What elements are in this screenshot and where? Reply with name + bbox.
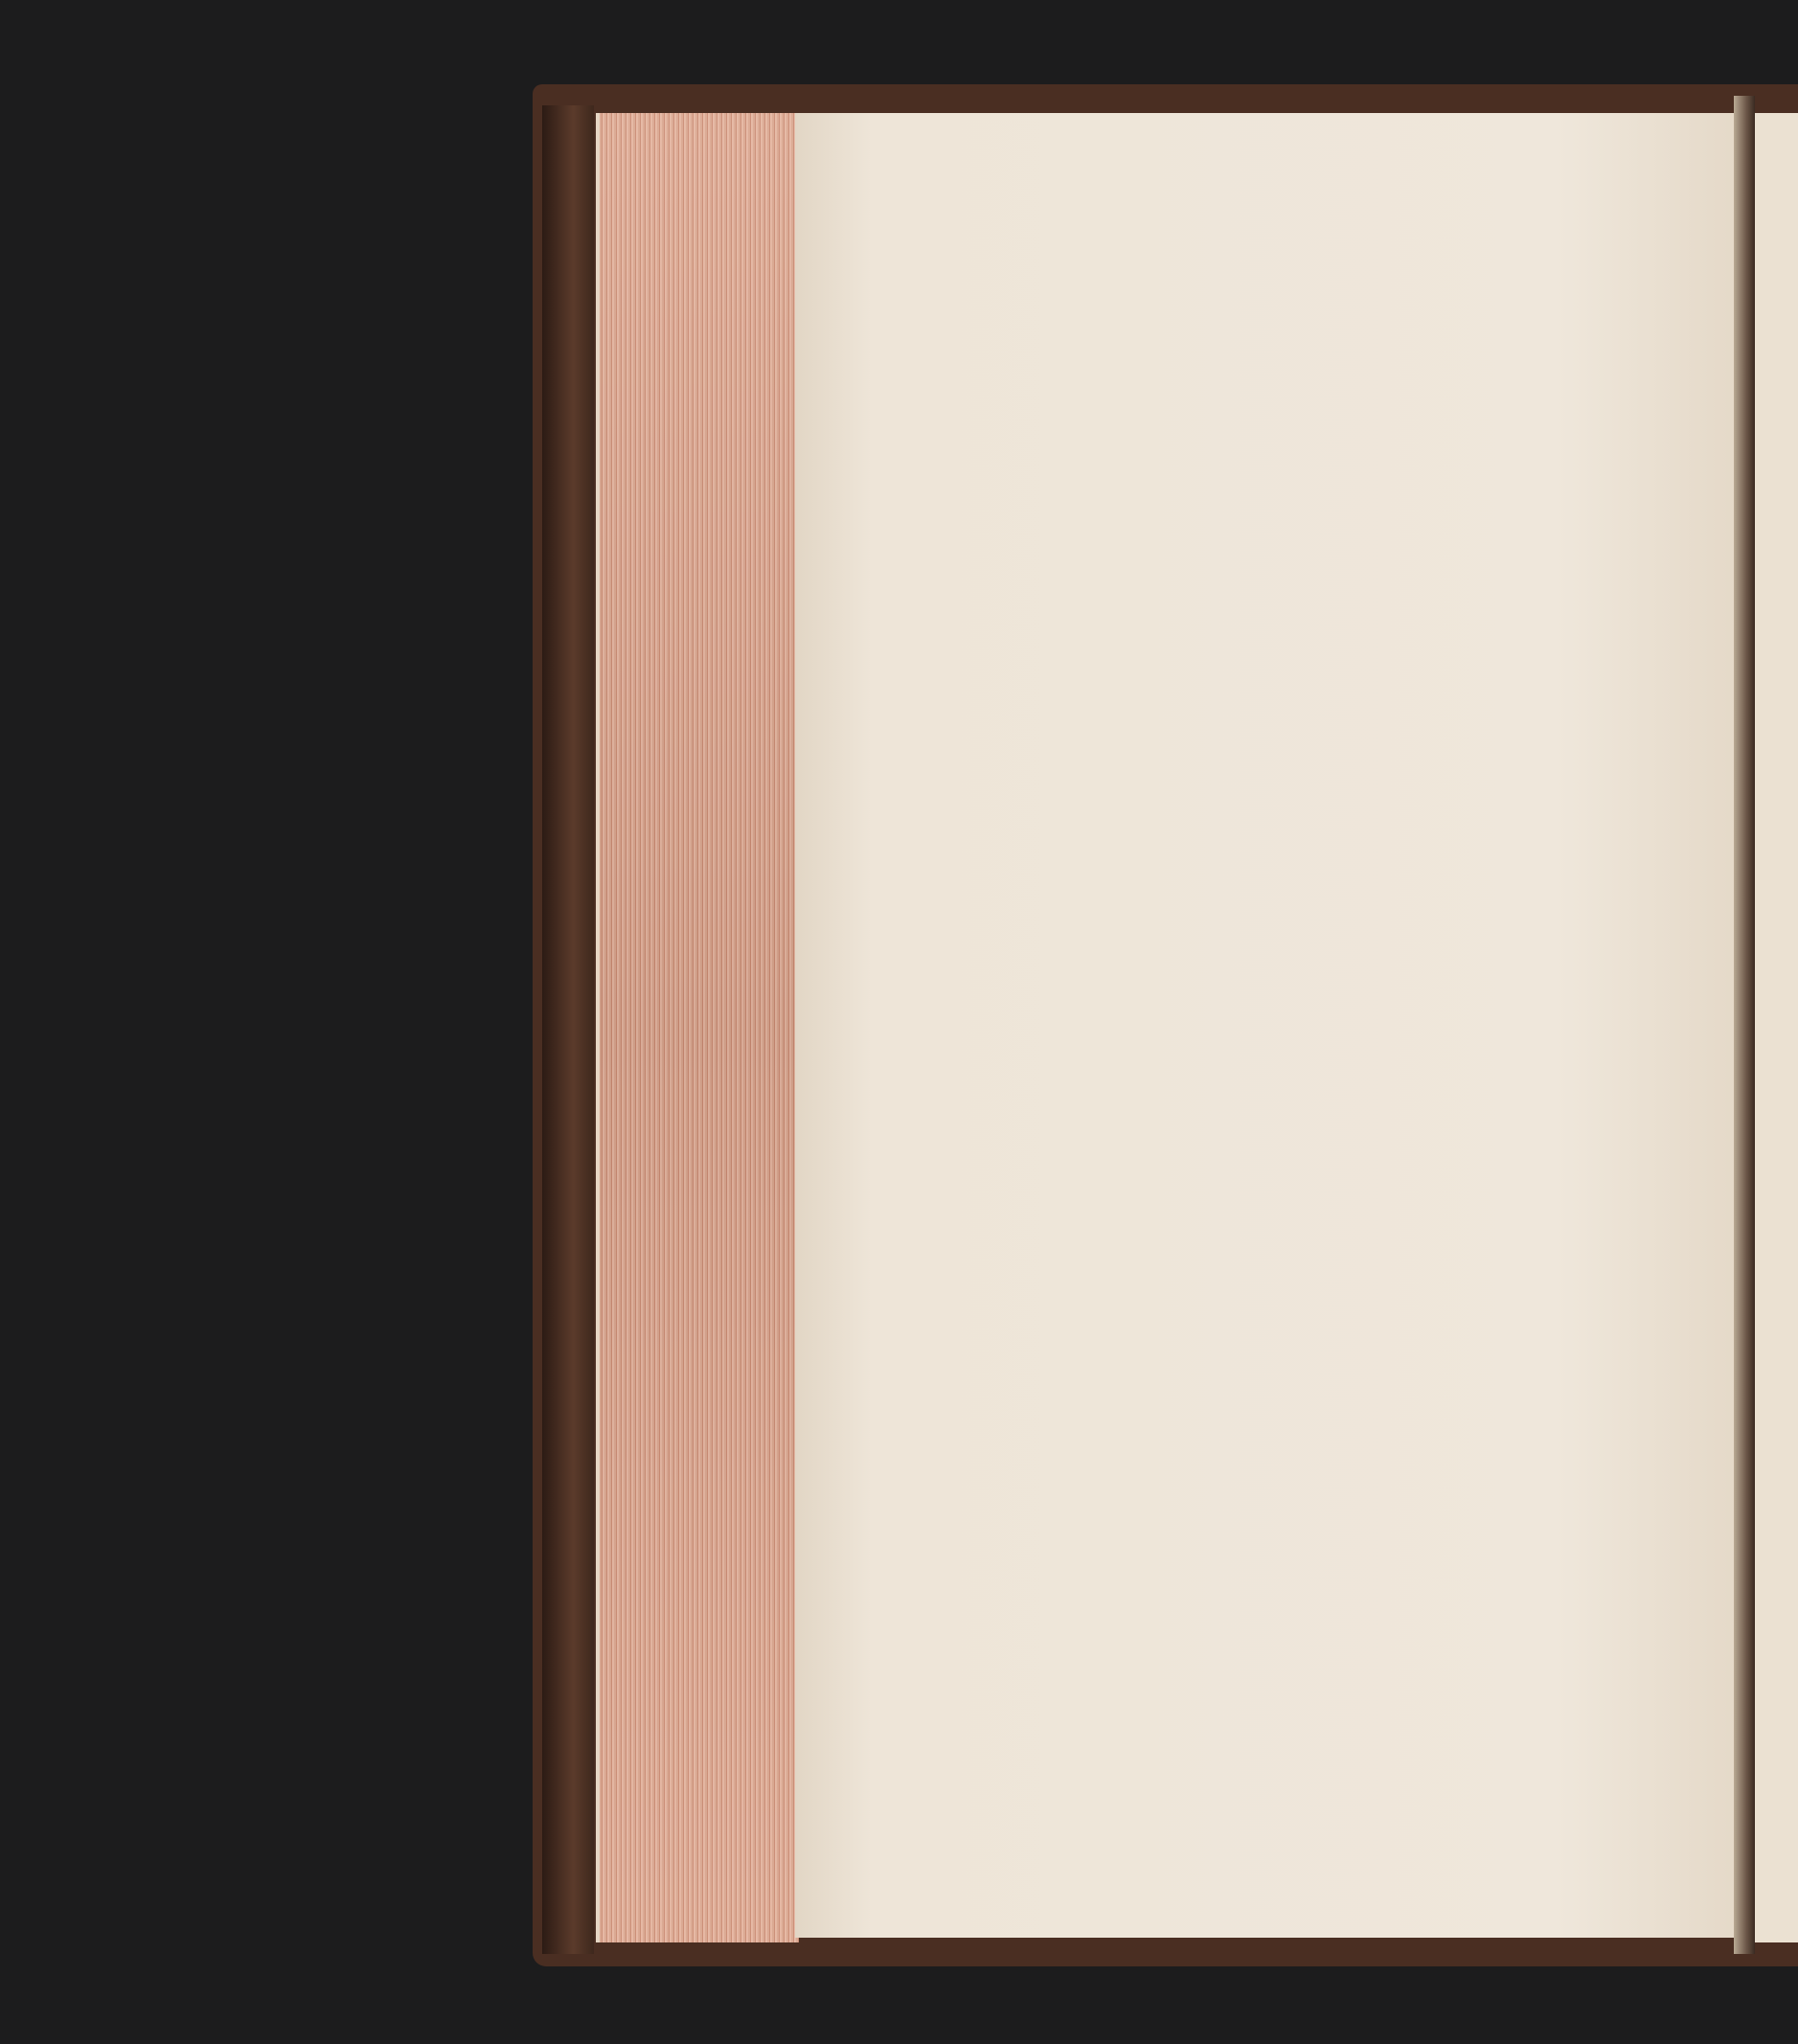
page-text-block (910, 178, 1734, 559)
section-sign (910, 241, 1734, 305)
page-header (910, 178, 1734, 224)
section-title-line-1 (910, 305, 1734, 351)
right-page-fragment (1755, 113, 1798, 1942)
section-title-line-2 (910, 351, 1734, 397)
book-gutter (1734, 96, 1755, 1954)
paragraph-line (910, 453, 1734, 492)
paragraph-one (910, 414, 1734, 559)
paragraph-line (910, 414, 1734, 453)
book-spine-edge (542, 105, 594, 1954)
left-page (795, 113, 1748, 1938)
page-fore-edge (596, 113, 799, 1942)
catchword (910, 531, 1734, 559)
paragraph-line (910, 491, 1734, 531)
